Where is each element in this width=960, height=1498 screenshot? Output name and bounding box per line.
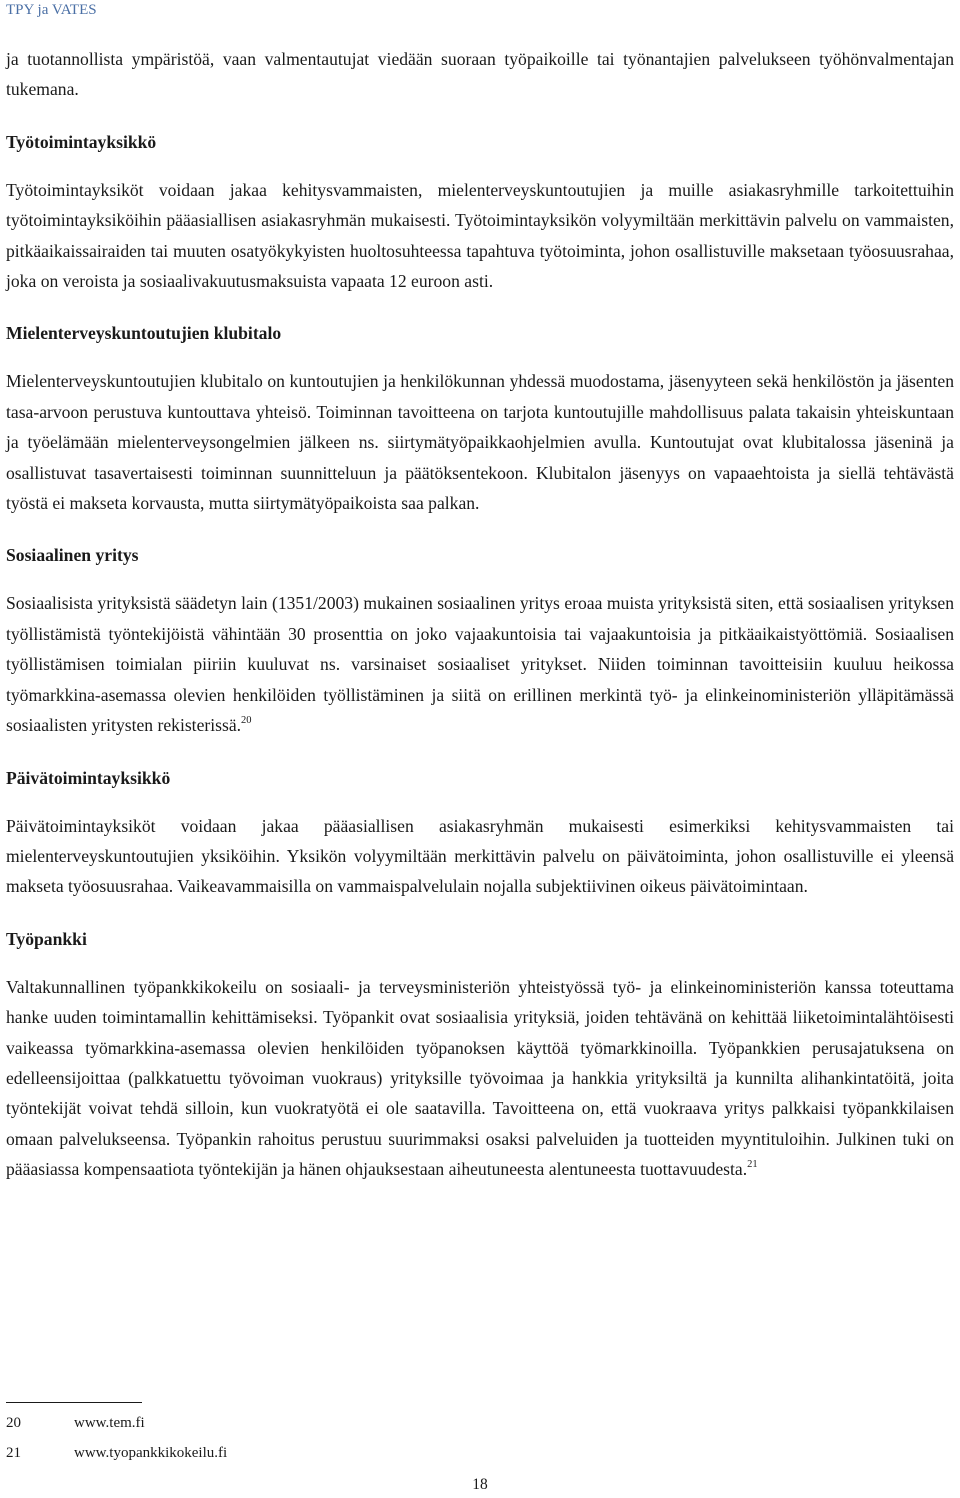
paragraph-tyopankki — [6, 972, 954, 1185]
paragraph-paivatoimintayksikko: Päivätoimintayksiköt voidaan jakaa pääasiallisen asiakasryhmän mukaisesti esimerkiksi kehitysvammaisten tai mielenterveyskuntoutujien yksiköihin. Yksikön volyymiltään merkittävin palvelu on päivätoiminta, johon osallistuville ei yleensä makseta työosuusrahaa. Vaikeavammaisilla on vammaispalvelulain nojalla subjektiivinen oikeus päivätoimintaan. — [6, 815, 954, 897]
heading-paivatoimintayksikko: Päivätoimintayksikkö — [6, 767, 171, 788]
footnote-ref-21: 21 — [747, 1159, 758, 1171]
footnote-number: 20 — [6, 1415, 21, 1431]
footnote-link[interactable]: www.tem.fi — [74, 1415, 145, 1431]
footnotes — [6, 1408, 606, 1468]
footnote-20 — [6, 1408, 606, 1438]
footnote-divider — [6, 1402, 142, 1403]
paragraph-tyopankki-text: Valtakunnallinen työpankkikokeilu on sosiaali- ja terveysministeriön yhteistyössä työ- ja elinkeinoministeriön kanssa toteuttama hanke uuden toimintamallin kehittämiseksi. Työpankit ovat sosiaalisia yrityksiä, joiden tehtävänä on kehittää liiketoimintalähtöisesti vaikeassa työmarkkina-asemassa olevien henkilöiden työpanoksen käyttöä työmarkkinoilla. Työpankkien perusajatuksena on edelleensijoittaa (palkkatuettu työvoiman vuokraus) yrityksille työvoimaa ja hankkia yrityksiltä ja kunnilta alihankintatöitä, joita työntekijät voivat tehdä silloin, kun vuokratyötä ei ole saatavilla. Tavoitteena on, että vuokraava yritys palkkaisi työpankkilaisen omaan palvelukseensa. Työpankin rahoitus perustuu suurimmaksi osaksi palveluiden ja tuotteiden myyntituloihin. Julkinen tuki on pääasiassa kompensaatiota työntekijän ja hänen ohjauksestaan aiheutuneesta alentuneesta tuottavuudesta. — [6, 976, 954, 1180]
heading-tyotoimintayksikko: Työtoimintayksikkö — [6, 131, 157, 152]
page-content — [6, 44, 954, 1185]
intro-paragraph: ja tuotannollista ympäristöä, vaan valmentautujat viedään suoraan työpaikoille tai työnantajien palvelukseen työhönvalmentajan tukemana. — [6, 49, 954, 100]
heading-tyopankki: Työpankki — [6, 928, 87, 949]
footnote-link[interactable]: www.tyopankkikokeilu.fi — [74, 1445, 228, 1461]
paragraph-tyotoimintayksikko: Työtoimintayksiköt voidaan jakaa kehitysvammaisten, mielenterveyskuntoutujien ja muille asiakasryhmille tarkoitettuihin työtoimintayksiköihin pääasiallisen asiakasryhmän mukaisesti. Työtoimintayksikön volyymiltään merkittävin palvelu on vammaisten, pitkäaikaissairaiden tai muuten osatyökykyisten huoltosuhteessa tapahtuva työtoiminta, johon osallistuville maksetaan työosuusrahaa, joka on veroista ja sosiaalivakuutusmaksuista vapaata 12 euroon asti. — [6, 179, 954, 292]
paragraph-sosiaalinen-yritys-text: Sosiaalisista yrityksistä säädetyn lain (1351/2003) mukainen sosiaalinen yritys eroaa muista yrityksistä siten, että sosiaalisen yrityksen työllistämistä työntekijöistä vähintään 30 prosenttia on joko vajaakuntoisia tai vajaakuntoisia ja pitkäaikaistyöttömiä. Sosiaalisen työllistämisen toimialan piiriin kuuluvat ns. varsinaiset sosiaaliset yritykset. Niiden toiminnan tavoitteisiin kuuluu heikossa työmarkkina-asemassa olevien henkilöiden työllistäminen ja siitä on erillinen merkintä työ- ja elinkeinoministeriön ylläpitämässä sosiaalisten yritysten rekisterissä. — [6, 593, 954, 736]
paragraph-sosiaalinen-yritys — [6, 588, 954, 740]
heading-klubitalo: Mielenterveyskuntoutujien klubitalo — [6, 323, 282, 344]
page-number: 18 — [472, 1476, 488, 1493]
running-header: TPY ja VATES — [6, 2, 97, 18]
heading-sosiaalinen-yritys: Sosiaalinen yritys — [6, 545, 139, 566]
paragraph-klubitalo: Mielenterveyskuntoutujien klubitalo on kuntoutujien ja henkilökunnan yhdessä muodostama, jäsenyyteen sekä henkilöstön ja jäsenten tasa-arvoon perustuva kuntouttava yhteisö. Toiminnan tavoitteena on tarjota kuntoutujille mahdollisuus palata takaisin yhteiskuntaan ja työelämään mielenterveysongelmien jälkeen ns. siirtymätyöpaikkaohjelmien avulla. Kuntoutujat ovat klubitalossa jäseninä ja osallistuvat tasavertaisesti toiminnan suunnitteluun ja päätöksentekoon. Klubitalon jäsenyys on vapaaehtoista ja siellä tehtävästä työstä ei makseta korvausta, mutta siirtymätyöpaikoista saa palkan. — [6, 371, 954, 514]
footnote-number: 21 — [6, 1445, 21, 1461]
footnote-ref-20: 20 — [241, 715, 252, 727]
footnote-21 — [6, 1438, 606, 1468]
